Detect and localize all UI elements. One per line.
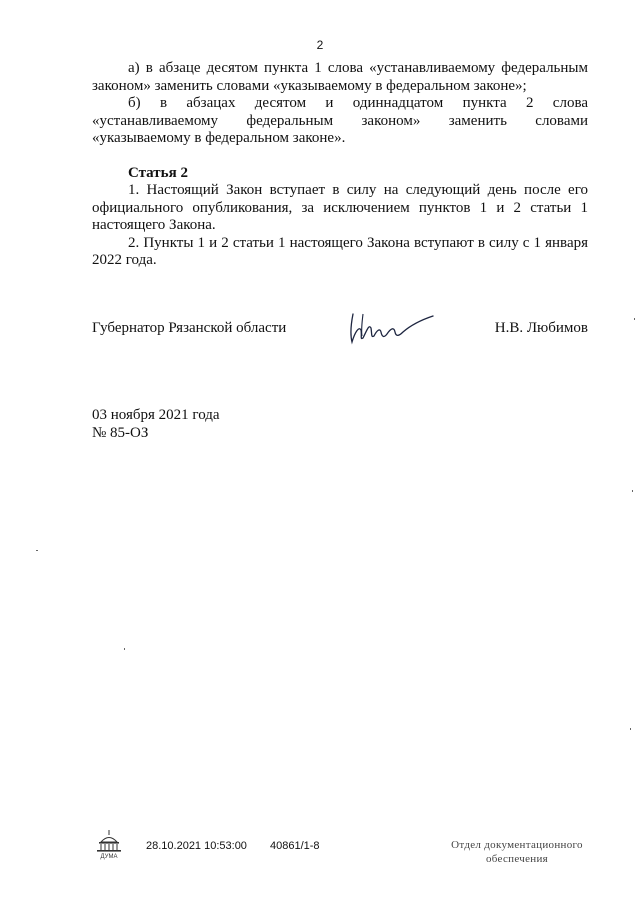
amendment-item-b-line1: б) в абзацах десятом и одиннадцатом пункта 2 слова [128,95,588,111]
law-number: № 85-ОЗ [92,425,149,441]
scan-speck [632,490,633,492]
duma-logo-text: ДУМА [100,854,118,860]
stamp-line-2: обеспечения [485,853,549,865]
department-stamp [442,838,592,866]
scan-speck [630,728,631,730]
law-date: 03 ноября 2021 года [92,407,220,423]
article-2-paragraph-2: 2. Пункты 1 и 2 статьи 1 настоящего Закона вступают в силу с 1 января 2022 года. [92,234,588,268]
scan-speck [36,550,38,551]
scan-speck [124,648,125,650]
signature-block [92,318,588,358]
stamp-line-1: Отдел документационного [451,839,583,851]
amendment-item-b-line3: «указываемому в федеральном законе». [92,130,346,146]
scan-speck [634,318,635,320]
document-body [92,60,588,270]
duma-logo-icon [92,828,126,862]
page-number: 2 [316,38,324,52]
amendment-item-b-line2: «устанавливаемому федеральным законом» заменить словами [92,112,588,129]
handwritten-signature [347,310,437,348]
registration-number: 40861/1-8 [270,840,320,852]
article-2-paragraph-1: 1. Настоящий Закон вступает в силу на следующий день после его официального опубликования, за исключением пунктов 1 и 2 статьи 1 настоящего Закона. [92,182,588,233]
law-date-number [92,406,220,442]
registration-datetime: 28.10.2021 10:53:00 [146,840,247,852]
article-2-heading: Статья 2 [128,164,188,181]
signatory-name: Н.В. Любимов [494,320,588,336]
registration-footer [0,828,640,878]
signatory-title: Губернатор Рязанской области [92,320,287,336]
amendment-item-a: а) в абзаце десятом пункта 1 слова «устанавливаемому федеральным законом» заменить словами «указываемому в федеральном законе»; [92,60,588,94]
